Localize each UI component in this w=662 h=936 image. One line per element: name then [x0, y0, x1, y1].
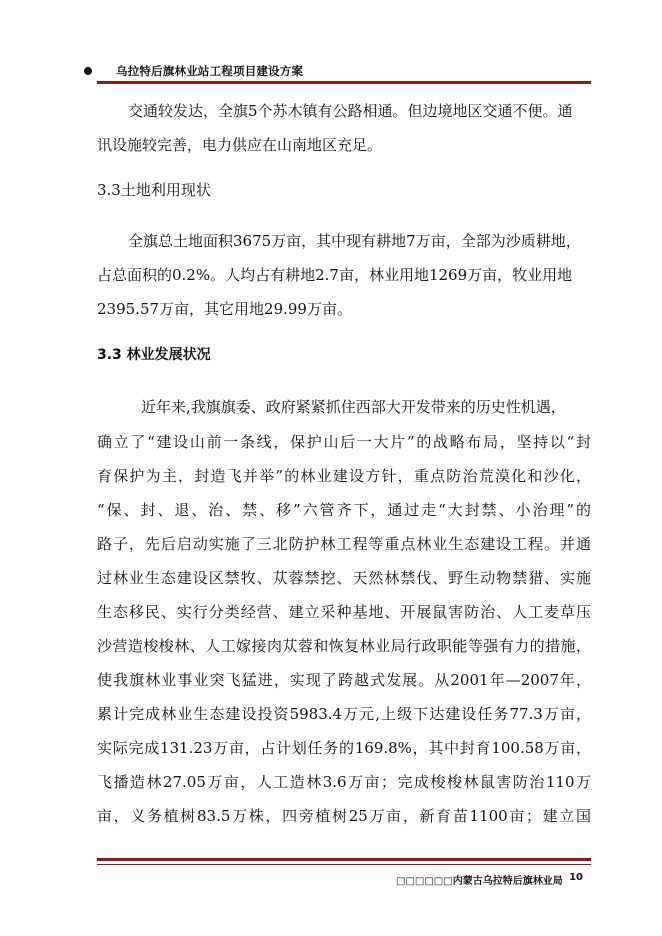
page-footer	[380, 871, 591, 887]
text-line: 占总面积的0.2%。人均占有耕地2.7亩，林业用地1269万亩，牧业用地	[97, 266, 573, 284]
text-line: 路子，先后启动实施了三北防护林工程等重点林业生态建设工程。并通	[97, 535, 591, 553]
bullet-icon	[84, 67, 92, 75]
text-line: 过林业生态建设区禁牧、苁蓉禁挖、天然林禁伐、野生动物禁猎、实施	[97, 569, 591, 587]
text-line: 实际完成131.23万亩，占计划任务的169.8%，其中封育100.58万亩，	[97, 739, 591, 757]
section-heading-forestry: 3.3 林业发展状况	[97, 347, 211, 363]
page-header	[82, 62, 592, 82]
text-line: 累计完成林业生态建设投资5983.4万元,上级下达建设任务77.3万亩，	[97, 705, 591, 723]
text-line: 讯设施较完善，电力供应在山南地区充足。	[97, 136, 383, 154]
footer-rule-thin	[97, 864, 591, 865]
text-line: “保、封、退、治、禁、移”六管齐下，通过走“大封禁、小治理”的	[97, 501, 591, 519]
footer-rule-thick	[97, 858, 591, 861]
text-line: 确立了“建设山前一条线，保护山后一大片”的战略布局，坚持以“封	[97, 433, 591, 451]
text-line: 全旗总土地面积3675万亩，其中现有耕地7万亩，全部为沙质耕地，	[128, 232, 581, 250]
text-line: 生态移民、实行分类经营、建立采种基地、开展鼠害防治、人工麦草压	[97, 603, 591, 621]
page-number: 10	[569, 872, 583, 883]
text-line: 2395.57万亩，其它用地29.99万亩。	[97, 300, 352, 318]
text-line: 使我旗林业事业突飞猛进，实现了跨越式发展。从2001年—2007年，	[97, 671, 591, 689]
section-heading-land-use: 3.3土地利用现状	[97, 181, 211, 199]
text-line: 近年来,我旗旗委、政府紧紧抓住西部大开发带来的历史性机遇，	[141, 398, 566, 416]
text-line: 育保护为主，封造飞并举”的林业建设方针，重点防治荒漠化和沙化，	[97, 467, 591, 485]
header-rule	[97, 81, 591, 84]
text-line: 亩，义务植树83.5万株，四旁植树25万亩，新育苗1100亩；建立国	[97, 807, 591, 825]
text-line: 交通较发达，全旗5个苏木镇有公路相通。但边境地区交通不便。通	[128, 102, 573, 120]
footer-org: □□□□□□内蒙古乌拉特后旗林业局	[396, 876, 563, 887]
header-title: 乌拉特后旗林业站工程项目建设方案	[116, 64, 304, 78]
text-line: 飞播造林27.05万亩，人工造林3.6万亩；完成梭梭林鼠害防治110万	[97, 773, 591, 791]
text-line: 沙营造梭梭林、人工嫁接肉苁蓉和恢复林业局行政职能等强有力的措施，	[97, 637, 591, 655]
